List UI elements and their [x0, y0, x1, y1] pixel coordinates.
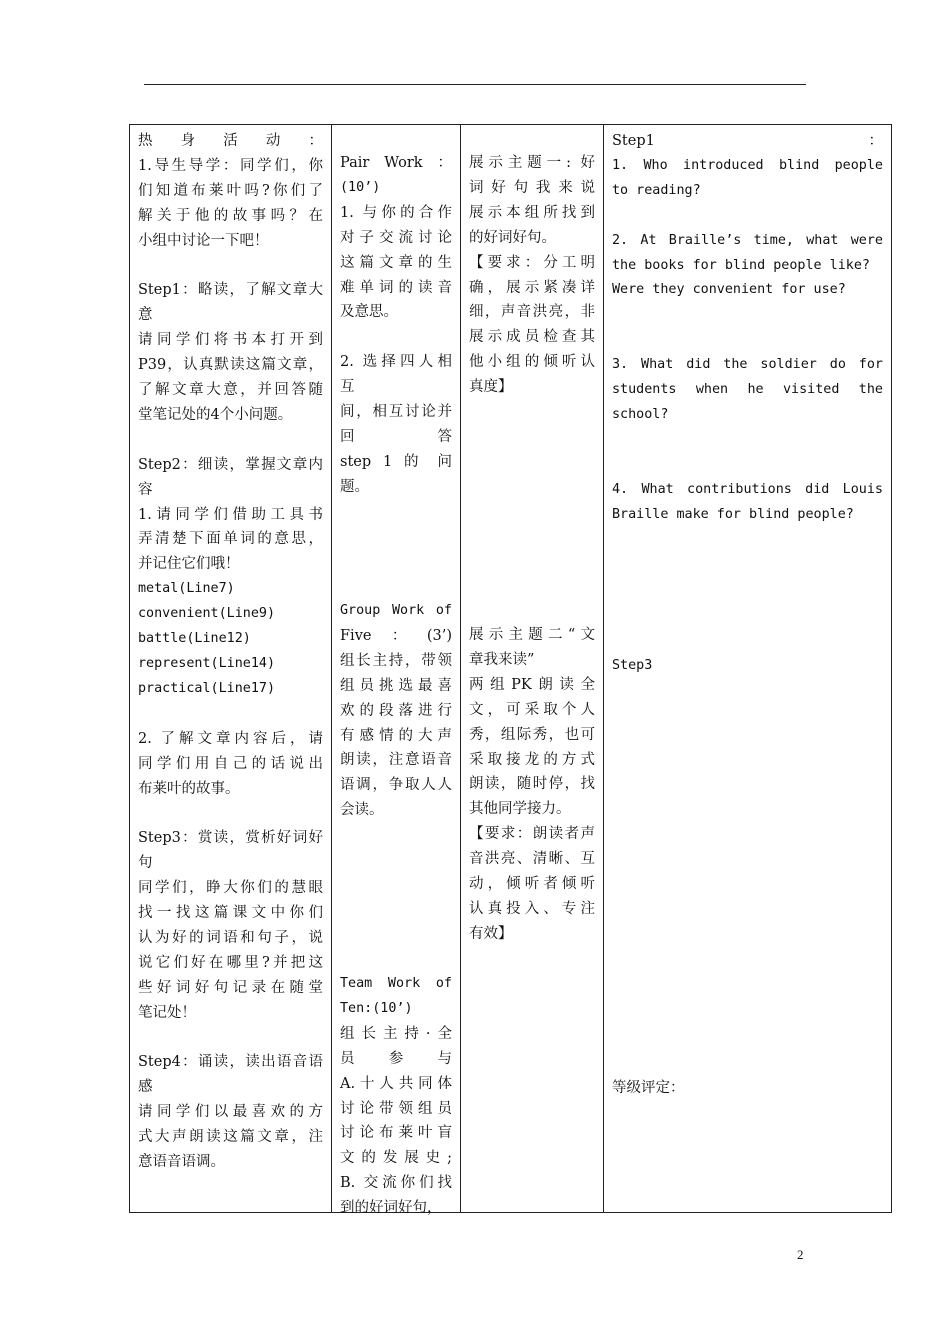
text-line — [612, 428, 883, 453]
text-line: 其他同学接力。 — [469, 801, 571, 818]
text-line: 这篇文章的生 — [340, 254, 452, 271]
text-line: 他小组的倾听认 — [469, 354, 595, 371]
page-number: 2 — [797, 1247, 804, 1262]
text-line: 句 — [138, 855, 153, 872]
text-line: Team Work of — [340, 976, 452, 991]
text-line: 确，展示紧凑详 — [469, 279, 595, 296]
text-line: to reading? — [612, 182, 701, 198]
text-line: 容 — [138, 481, 153, 498]
text-line: 的好词好句。 — [469, 229, 556, 246]
text-line: 堂笔记处的4个小问题。 — [138, 406, 293, 423]
text-line: represent(Line14) — [138, 656, 276, 671]
text-line: 2. 了解文章内容后，请 — [138, 730, 323, 747]
pair-work-block — [340, 151, 452, 500]
text-line: the books for blind people like? — [612, 257, 870, 273]
text-line: 及意思。 — [340, 304, 398, 321]
step1-questions — [612, 129, 883, 527]
text-line: 1.请同学们借助工具书 — [138, 506, 323, 523]
text-line: 展示成员检查其 — [469, 329, 595, 346]
text-line: 组长主持，带领 — [340, 652, 452, 669]
text-line: 1.导生导学：同学们，你 — [138, 157, 323, 174]
step3-label: Step3 — [612, 658, 653, 673]
text-line: 1. Who introduced blind people — [612, 157, 883, 173]
text-line: 两组PK朗读全 — [469, 676, 595, 693]
text-line: 展示主题二“文 — [469, 627, 595, 643]
text-line: 音洪亮、清晰、互 — [469, 851, 595, 868]
text-line — [138, 428, 323, 453]
text-line: 讨论布莱叶盲 — [340, 1125, 452, 1142]
text-line: 采取接龙的方式 — [469, 751, 595, 768]
team-work-block — [340, 972, 452, 1221]
text-line — [138, 1026, 323, 1051]
text-line: Were they convenient for use? — [612, 282, 846, 298]
text-line: 1. 与你的合作 — [340, 204, 452, 221]
text-line: Ten:(10’) — [340, 1000, 413, 1016]
text-line: school? — [612, 406, 669, 422]
text-line: Step4：诵读，读出语音语 — [138, 1054, 323, 1071]
text-line: 组员挑选最喜 — [340, 677, 452, 694]
text-line — [340, 325, 452, 350]
text-line: Step3：赏读，赏析好词好 — [138, 830, 323, 847]
text-line: 到的好词好句， — [340, 1200, 442, 1217]
text-line: 【要求：朗读者声 — [469, 826, 595, 843]
text-line: 式大声朗读这篇文章，注 — [138, 1129, 323, 1146]
text-line: 感 — [138, 1079, 153, 1096]
student-activity-cell — [130, 125, 332, 1213]
text-line: 回答 — [340, 428, 452, 445]
text-line: (10’) — [340, 179, 381, 195]
text-line: 细，声音洪亮，非 — [469, 304, 595, 321]
text-line: B. 交流你们找 — [340, 1175, 452, 1192]
text-line: 展示本组所找到 — [469, 204, 595, 221]
text-line: convenient(Line9) — [138, 606, 276, 622]
text-line: 小组中讨论一下吧！ — [138, 232, 269, 249]
theme1-block — [469, 151, 595, 400]
group-work-block — [340, 599, 452, 823]
col1-lines — [138, 129, 323, 1208]
text-line: 动，倾听者倾听 — [469, 876, 595, 893]
text-line: 找一找这篇课文中你们 — [138, 905, 323, 922]
text-line: 并记住它们哦！ — [138, 556, 240, 573]
text-line: 弄清楚下面单词的意思， — [138, 531, 323, 548]
presentation-cell — [461, 125, 604, 1213]
text-line: 些好词好句记录在随堂 — [138, 979, 323, 996]
text-line: 词好句我来说 — [469, 179, 595, 196]
text-line: 认真投入、专注 — [469, 900, 595, 917]
text-line — [138, 702, 323, 727]
text-line: Braille make for blind people? — [612, 506, 854, 522]
text-line: 间，相互讨论并 — [340, 404, 452, 421]
text-line: 解关于他的故事吗？在 — [138, 207, 323, 224]
text-line: 难单词的读音 — [340, 279, 452, 296]
text-line: P39，认真默读这篇文章， — [138, 357, 323, 374]
text-line: 3. What did the soldier do for — [612, 357, 883, 373]
text-line — [612, 328, 883, 353]
text-line: metal(Line7) — [138, 581, 235, 597]
text-line: 组长主持·全 — [340, 1025, 452, 1042]
text-line — [138, 254, 323, 279]
text-line: 同学们，睁大你们的慧眼 — [138, 880, 323, 897]
text-line: 有感情的大声 — [340, 727, 452, 744]
text-line — [612, 453, 883, 478]
text-line: 语调，争取人人 — [340, 777, 452, 794]
text-line: 了解文章大意，并回答随 — [138, 382, 323, 399]
text-line: 互 — [340, 379, 355, 396]
text-line: 2. 选择四人相 — [340, 354, 452, 371]
text-line: 意 — [138, 307, 153, 324]
questions-cell — [604, 125, 892, 1213]
text-line: step 1 的 问 — [340, 453, 452, 470]
text-line: 布莱叶的故事。 — [138, 780, 240, 797]
text-line: 对子交流讨论 — [340, 229, 452, 246]
text-line: Step2：细读，掌握文章内 — [138, 456, 323, 473]
text-line: 朗读，随时停，找 — [469, 776, 595, 793]
text-line: 认为好的词语和句子，说 — [138, 929, 323, 946]
rating-label: 等级评定： — [612, 1080, 685, 1096]
text-line: 意语音语调。 — [138, 1154, 225, 1171]
text-line: A.十人共同体 — [340, 1075, 452, 1092]
text-line: students when he visited the — [612, 382, 883, 398]
text-line: 展示主题一: 好 — [469, 155, 595, 171]
text-line: 朗读，注意语音 — [340, 752, 452, 769]
text-line: 欢的段落进行 — [340, 702, 452, 719]
text-line: 2. At Braille’s time, what were — [612, 232, 883, 248]
text-line: 4. What contributions did Louis — [612, 481, 883, 497]
theme2-block — [469, 623, 595, 947]
text-line: 员参与 — [340, 1050, 452, 1067]
text-line: practical(Line17) — [138, 680, 276, 696]
text-line: 请同学们将书本打开到 — [138, 332, 323, 349]
text-line: 会读。 — [340, 802, 384, 819]
table-row — [130, 125, 892, 1213]
text-line: 【要求：分工明 — [469, 254, 595, 271]
text-line: 秀，组际秀，也可 — [469, 726, 595, 743]
text-line: 讨论带领组员 — [340, 1100, 452, 1117]
text-line: 有效】 — [469, 925, 513, 942]
text-line: Step1： — [612, 133, 883, 149]
text-line — [612, 204, 883, 229]
text-line: 说它们好在哪里?并把这 — [138, 954, 323, 971]
text-line: 文的发展史; — [340, 1150, 452, 1167]
text-line: 热身活动： — [138, 133, 323, 149]
text-line — [138, 801, 323, 826]
text-line: 章我来读” — [469, 651, 535, 668]
lesson-plan-table — [129, 124, 892, 1217]
text-line: 真度】 — [469, 379, 513, 396]
text-line: battle(Line12) — [138, 631, 251, 647]
text-line: Five：(3’) — [340, 627, 452, 644]
text-line: 同学们用自己的话说出 — [138, 755, 323, 772]
text-line: 文，可采取个人 — [469, 701, 595, 718]
text-line: 笔记处！ — [138, 1004, 196, 1021]
text-line: 们知道布莱叶吗?你们了 — [138, 182, 323, 199]
text-line: 请同学们以最喜欢的方 — [138, 1104, 323, 1121]
text-line: Step1：略读，了解文章大 — [138, 282, 323, 299]
text-line: Pair Work ： — [340, 155, 452, 171]
text-line: Group Work of — [340, 603, 452, 618]
text-line: 题。 — [340, 478, 369, 495]
group-work-cell — [332, 125, 461, 1217]
text-line — [612, 303, 883, 328]
header-rule — [144, 84, 806, 85]
